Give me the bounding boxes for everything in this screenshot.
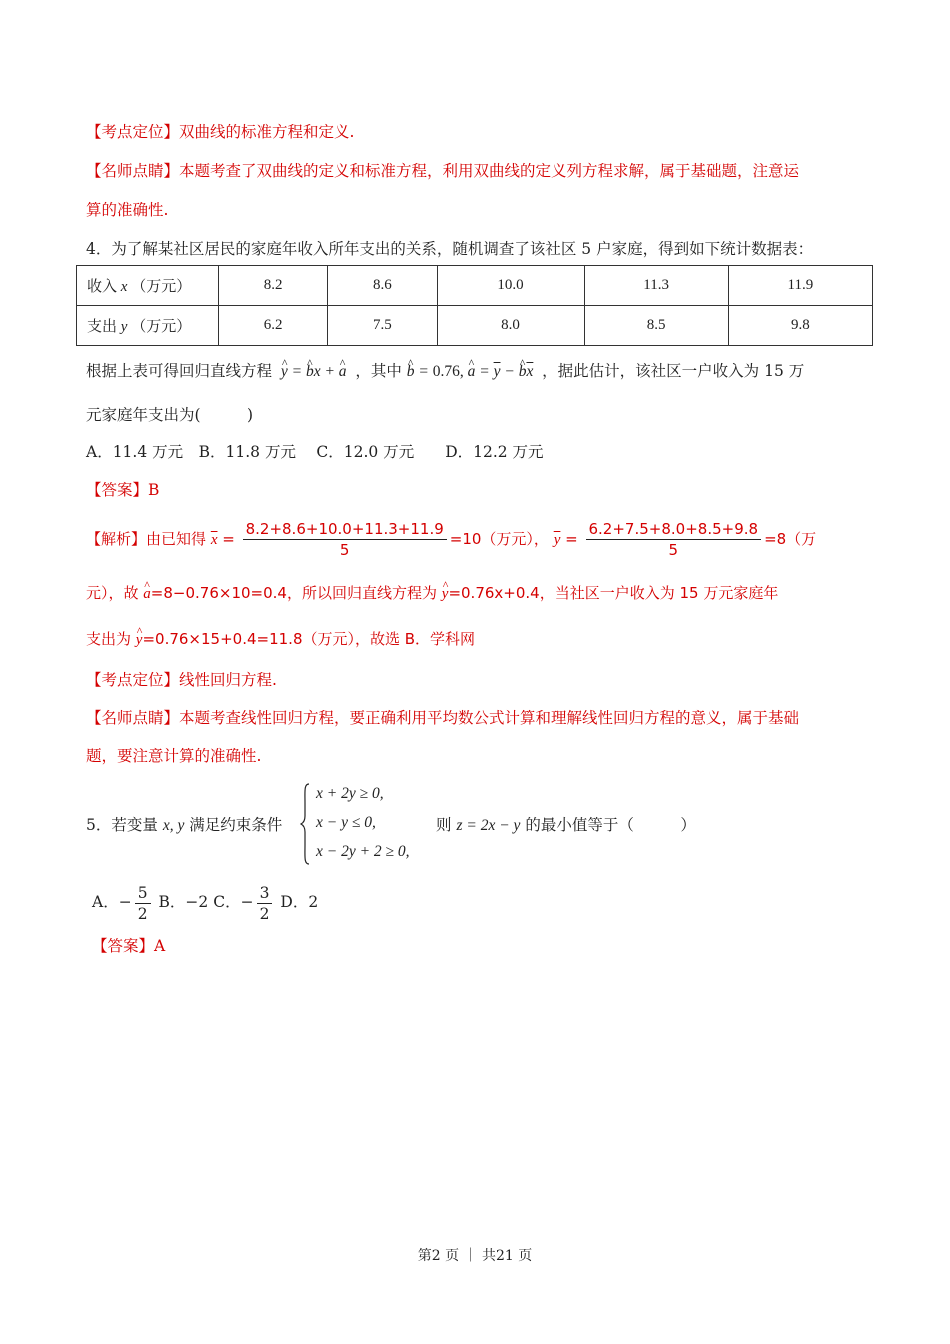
mingshi-text-1: 本题考查线性回归方程，要正确利用平均数公式计算和理解线性回归方程的意义，属于基础 <box>179 709 800 727</box>
constraint-3: x − 2y + 2 ≥ 0, <box>316 843 410 860</box>
sign: − <box>240 893 254 911</box>
option-b: B．−2 <box>158 893 209 911</box>
q4-line2 <box>86 360 876 383</box>
left-brace <box>300 783 310 865</box>
constraint-1: x + 2y ≥ 0, <box>316 785 384 802</box>
row-label: 支出 <box>87 319 118 335</box>
denominator: 2 <box>137 904 148 923</box>
fraction <box>257 883 273 924</box>
q3-mingshi-cont: 算的准确性. <box>86 201 169 219</box>
text-span: （万元），故选 B．学科网 <box>302 630 476 648</box>
text-span: =0.76x+0.4 <box>448 584 540 602</box>
table-cell: 8.0 <box>437 306 584 346</box>
denominator: 2 <box>259 904 270 923</box>
objective: z = 2x − y <box>456 817 521 834</box>
regression-equation: ^ y = ^ bx + ^ a <box>277 363 350 380</box>
table-cell: 8.2 <box>219 266 328 306</box>
vars: x, y <box>162 817 185 834</box>
a-hat: ^ a <box>143 583 151 605</box>
text-span: =8−0.76×10=0.4 <box>150 584 287 602</box>
table-cell: 10.0 <box>437 266 584 306</box>
table-cell: 8.6 <box>328 266 437 306</box>
row-var: y <box>120 319 128 335</box>
text-span: ，所以回归直线方程为 <box>286 584 437 602</box>
table-row <box>77 306 873 346</box>
x-bar: $\overline{x}$ <box>210 532 218 548</box>
text-span: 5．若变量 <box>86 816 158 834</box>
y-bar: $\overline{y}$ <box>553 532 561 548</box>
coef-equation: ^ b = 0.76, ^ $a = \overline{y}$ − ^ $b\overline{x}$ <box>407 363 537 380</box>
text-span: ，当社区一户收入为 15 万元家庭年 <box>539 584 779 602</box>
constraint-2: x − y ≤ 0, <box>316 814 376 831</box>
q4-line3: 元家庭年支出为( ) <box>86 406 254 424</box>
row-var: x <box>120 279 128 295</box>
numerator: 5 <box>135 883 151 904</box>
text-span: ，其中 <box>355 362 402 380</box>
text-span: ，据此估计，该社区一户收入为 15 万 <box>542 362 805 380</box>
mingshi-label: 【名师点睛】 <box>86 709 180 727</box>
fraction <box>135 883 151 924</box>
q5-answer <box>92 935 882 957</box>
answer-label: 【答案】 <box>86 481 149 499</box>
text-span: =10（万元）， <box>449 530 549 548</box>
answer-value: B <box>148 481 160 499</box>
q5-stem-tail <box>436 814 856 837</box>
text-span: 根据上表可得回归直线方程 <box>86 362 273 380</box>
mingshi-label: 【名师点睛】 <box>86 162 180 180</box>
fraction <box>243 519 447 560</box>
text-span: =8（万 <box>764 530 817 548</box>
y-hat: ^ y <box>136 629 143 651</box>
text-span: 则 <box>436 816 452 834</box>
table-cell: 6.2 <box>219 306 328 346</box>
row-header-expense <box>77 306 219 346</box>
text-span: 满足约束条件 <box>189 816 283 834</box>
text-span: =0.76×15+0.4=11.8 <box>142 630 303 648</box>
y-hat: ^ y <box>442 583 449 605</box>
option-c: C． <box>213 893 241 911</box>
text-span: 的最小值等于（ ） <box>525 816 696 834</box>
q4-jiexi-line1: 【解析】由已知得 $\overline{x}$ = $\frac{8.2+8.6+10.0+11.3+11.9}{5}$ =10（万元）， $\overline{y}$ = $\frac{6.2+7.5+8.0+8.5+9.8}{5}$ =8（万 <box>86 520 817 559</box>
q3-mingshi <box>86 160 876 182</box>
text-span: 支出为 <box>86 630 132 648</box>
jiexi-label: 【解析】 <box>86 530 147 548</box>
fraction <box>586 519 762 560</box>
answer-label: 【答案】 <box>92 937 155 955</box>
row-unit: （万元） <box>131 279 192 295</box>
row-label: 收入 <box>87 279 118 295</box>
q4-mingshi <box>86 707 876 729</box>
q4-options: A．11.4 万元 B．11.8 万元 C．12.0 万元 D．12.2 万元 <box>86 443 544 461</box>
kaodian-text: 线性回归方程. <box>179 671 277 689</box>
kaodian-text: 双曲线的标准方程和定义. <box>179 123 355 141</box>
kaodian-label: 【考点定位】 <box>86 671 180 689</box>
row-unit: （万元） <box>131 319 192 335</box>
sign: − <box>118 893 132 911</box>
denominator: 5 <box>339 541 350 559</box>
q4-stem: 4．为了解某社区居民的家庭年收入所年支出的关系，随机调查了该社区 5 户家庭，得到如下统计数据表： <box>86 240 814 258</box>
mingshi-text-1: 本题考查了双曲线的定义和标准方程，利用双曲线的定义列方程求解，属于基础题，注意运 <box>179 162 800 180</box>
q4-mingshi-cont: 题，要注意计算的准确性. <box>86 747 262 765</box>
table-cell: 11.3 <box>584 266 728 306</box>
numerator: 8.2+8.6+10.0+11.3+11.9 <box>243 519 447 540</box>
stats-table <box>76 265 873 346</box>
numerator: 6.2+7.5+8.0+8.5+9.8 <box>586 519 762 540</box>
kaodian-label: 【考点定位】 <box>86 123 180 141</box>
denominator: 5 <box>668 541 679 559</box>
text-span: 由已知得 <box>146 530 207 548</box>
text-span: 元），故 <box>86 584 139 602</box>
q4-kaodian <box>86 669 876 691</box>
option-d: D．2 <box>280 893 319 911</box>
table-cell: 9.8 <box>728 306 872 346</box>
q4-jiexi-line3 <box>86 628 876 651</box>
q4-jiexi-line2 <box>86 582 876 605</box>
table-cell: 7.5 <box>328 306 437 346</box>
q3-kaodian <box>86 121 876 143</box>
table-cell: 8.5 <box>584 306 728 346</box>
table-row <box>77 266 873 306</box>
q4-answer <box>86 479 876 501</box>
option-a: A． <box>92 893 119 911</box>
numerator: 3 <box>257 883 273 904</box>
row-header-income <box>77 266 219 306</box>
table-cell: 11.9 <box>728 266 872 306</box>
q5-options <box>92 880 882 924</box>
page-footer: 第2 页 ｜ 共21 页 <box>417 1248 533 1264</box>
answer-value: A <box>154 937 166 955</box>
